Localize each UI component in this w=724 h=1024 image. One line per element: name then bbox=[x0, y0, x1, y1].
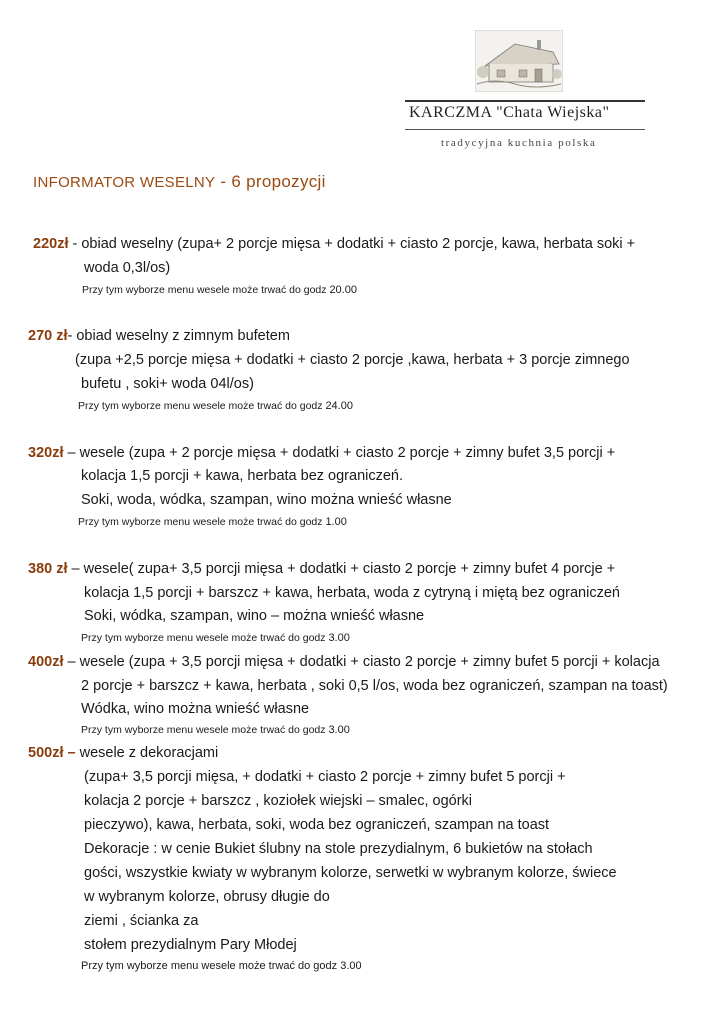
brand-block bbox=[405, 100, 645, 132]
offer-500-line-9: stołem prezydialnym Pary Młodej bbox=[84, 937, 297, 953]
offer-320-line-1 bbox=[28, 444, 615, 462]
offer-note-text: Przy tym wyborze menu wesele może trwać do godz bbox=[78, 400, 326, 412]
offer-note-time: 3.00 bbox=[328, 632, 350, 644]
offer-text: – wesele (zupa + 2 porcje mięsa + dodatki + ciasto 2 porcje + zimny bufet 3,5 porcji + bbox=[63, 445, 616, 461]
brand-top-rule bbox=[405, 100, 645, 102]
offer-price: 380 zł bbox=[28, 561, 68, 577]
offer-note-text: Przy tym wyborze menu wesele może trwać do godz bbox=[81, 632, 329, 644]
offer-400-line-2: 2 porcje + barszcz + kawa, herbata , soki 0,5 l/os, woda bez ograniczeń, szampan na toast) bbox=[81, 678, 668, 694]
offer-note-time: 3.00 bbox=[328, 724, 350, 736]
offer-270-line-1 bbox=[28, 327, 290, 345]
offer-note-text: Przy tym wyborze menu wesele może trwać do godz 3.00 bbox=[81, 960, 362, 972]
offer-text: – wesele (zupa + 3,5 porcji mięsa + dodatki + ciasto 2 porcje + zimny bufet 5 porcji + kolacja bbox=[63, 654, 660, 670]
offer-500-line-3: kolacja 2 porcje + barszcz , koziołek wiejski – smalec, ogórki bbox=[84, 793, 473, 809]
offer-400-line-3: Wódka, wino można wnieść własne bbox=[81, 701, 310, 717]
brand-name: KARCZMA "Chata Wiejska" bbox=[409, 104, 610, 121]
offer-note-text: Przy tym wyborze menu wesele może trwać do godz bbox=[82, 284, 330, 296]
brand-tagline: tradycyjna kuchnia polska bbox=[441, 137, 597, 149]
offer-500-note bbox=[81, 960, 362, 972]
offer-270-line-3: bufetu , soki+ woda 04l/os) bbox=[81, 376, 254, 392]
offer-note-time: 1.00 bbox=[325, 516, 347, 528]
offer-500-line-5: Dekoracje : w cenie Bukiet ślubny na stole prezydialnym, 6 bukietów na stołach bbox=[84, 841, 593, 857]
offer-320-line-2: kolacja 1,5 porcji + kawa, herbata bez ograniczeń. bbox=[81, 468, 404, 484]
cottage-logo-image bbox=[475, 30, 563, 92]
offer-220-line-1 bbox=[33, 235, 635, 253]
page-title-main: INFORMATOR WESELNY bbox=[33, 174, 216, 191]
offer-270-note bbox=[78, 400, 353, 412]
offer-text: wesele z dekoracjami bbox=[75, 745, 219, 761]
offer-220-note bbox=[82, 284, 357, 296]
offer-380-line-1 bbox=[28, 560, 615, 578]
offer-text: – wesele( zupa+ 3,5 porcji mięsa + dodatki + ciasto 2 porcje + zimny bufet 4 porcje + bbox=[67, 561, 616, 577]
offer-500-line-8: ziemi , ścianka za bbox=[84, 913, 199, 929]
offer-price: 400zł bbox=[28, 654, 64, 670]
offer-400-note bbox=[81, 724, 350, 736]
offer-note-time: 24.00 bbox=[325, 400, 353, 412]
offer-400-line-1 bbox=[28, 653, 660, 671]
offer-380-note bbox=[81, 632, 350, 644]
offer-text: - obiad weselny z zimnym bufetem bbox=[67, 328, 290, 344]
offer-price: 270 zł bbox=[28, 328, 68, 344]
offer-note-text: Przy tym wyborze menu wesele może trwać do godz bbox=[81, 724, 329, 736]
page-title bbox=[33, 172, 326, 192]
offer-text: - obiad weselny (zupa+ 2 porcje mięsa + dodatki + ciasto 2 porcje, kawa, herbata soki + bbox=[68, 236, 636, 252]
offer-500-line-4: pieczywo), kawa, herbata, soki, woda bez ograniczeń, szampan na toast bbox=[84, 817, 550, 833]
offer-price: 220zł bbox=[33, 236, 69, 252]
offer-price: 320zł bbox=[28, 445, 64, 461]
offer-220-line-2: woda 0,3l/os) bbox=[84, 260, 171, 276]
offer-500-line-1 bbox=[28, 744, 218, 762]
offer-500-line-2: (zupa+ 3,5 porcji mięsa, + dodatki + ciasto 2 porcje + zimny bufet 5 porcji + bbox=[84, 769, 566, 785]
offer-note-time: 20.00 bbox=[329, 284, 357, 296]
offer-500-line-7: w wybranym kolorze, obrusy długie do bbox=[84, 889, 330, 905]
offer-320-line-3: Soki, woda, wódka, szampan, wino można wnieść własne bbox=[81, 492, 452, 508]
offer-note-text: Przy tym wyborze menu wesele może trwać do godz bbox=[78, 516, 326, 528]
offer-380-line-2: kolacja 1,5 porcji + barszcz + kawa, herbata, woda z cytryną i miętą bez ograniczeń bbox=[84, 585, 620, 601]
brand-bottom-rule bbox=[405, 129, 645, 130]
offer-380-line-3: Soki, wódka, szampan, wino – można wnieść własne bbox=[84, 608, 425, 624]
offer-270-line-2: (zupa +2,5 porcje mięsa + dodatki + ciasto 2 porcje ,kawa, herbata + 3 porcje zimnego bbox=[75, 352, 630, 368]
offer-500-line-6: gości, wszystkie kwiaty w wybranym kolorze, serwetki w wybranym kolorze, świece bbox=[84, 865, 617, 881]
offer-price: 500zł – bbox=[28, 745, 76, 761]
offer-320-note bbox=[78, 516, 347, 528]
page-title-sub: - 6 propozycji bbox=[215, 172, 326, 191]
